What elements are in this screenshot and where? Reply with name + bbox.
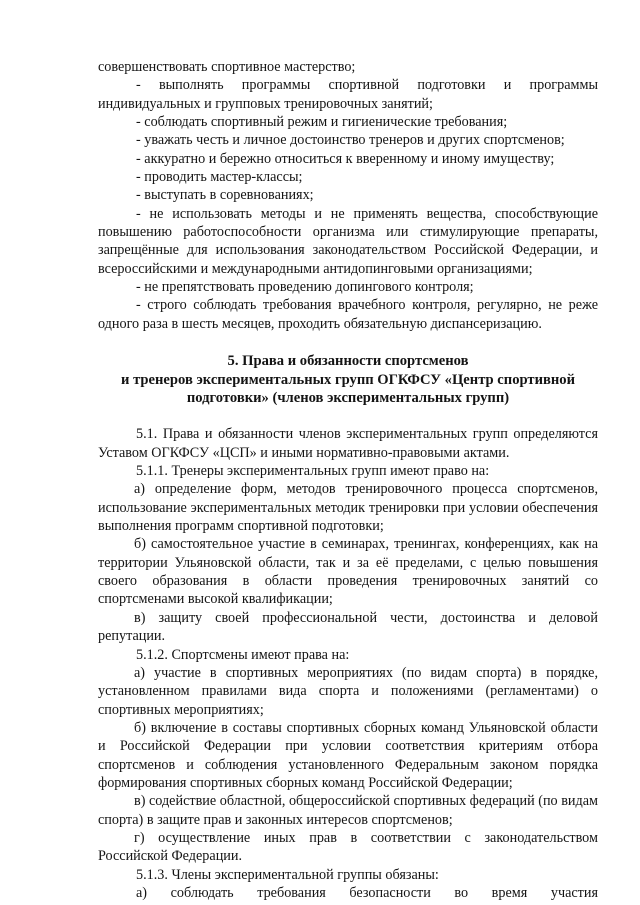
list-item-competitions: - выступать в соревнованиях; xyxy=(136,187,314,204)
paragraph-5-1-1-a: а) определение форм, методов тренировочного процесса спортсменов, использование экспериментальных методик тренировки при условии обеспечения выполнения программ спортивной подготовки; xyxy=(98,481,598,535)
document-page xyxy=(98,58,598,902)
list-item-respect: - уважать честь и личное достоинство тренеров и других спортсменов; xyxy=(136,132,565,149)
paragraph-5-1-2-b: б) включение в составы спортивных сборных команд Ульяновской области и Российской Федерации при условии соответствия критериям отбора спортсменов и соблюдения установленного Федеральным законом порядка формирования спортивных сборных команд Российской Федерации; xyxy=(98,719,598,791)
paragraph-5-1-2-v: в) содействие областной, общероссийской спортивных федераций (по видам спорта) в защите прав и законных интересов спортсменов; xyxy=(98,793,598,828)
list-item-master-classes: - проводить мастер-классы; xyxy=(136,169,303,186)
paragraph-5-1-1: 5.1.1. Тренеры экспериментальных групп имеют право на: xyxy=(136,463,490,480)
section-heading-line-2: и тренеров экспериментальных групп ОГКФСУ «Центр спортивной xyxy=(121,371,575,388)
list-item-continuation: совершенствовать спортивное мастерство; xyxy=(98,59,356,75)
paragraph-5-1-2-g: г) осуществление иных прав в соответствии с законодательством Российской Федерации. xyxy=(98,829,598,865)
paragraph-5-1-3-a: а) соблюдать требования безопасности во время участия xyxy=(136,884,598,901)
paragraph-5-1: 5.1. Права и обязанности членов экспериментальных групп определяются Уставом ОГКФСУ «ЦСП» и иными нормативно-правовыми актами. xyxy=(98,426,598,461)
paragraph-5-1-3: 5.1.3. Члены экспериментальной группы обязаны: xyxy=(136,866,439,883)
list-item-training-programs: - выполнять программы спортивной подготовки и программы индивидуальных и групповых тренировочных занятий; xyxy=(98,77,598,112)
section-heading-line-1: 5. Права и обязанности спортсменов xyxy=(227,353,469,370)
list-item-property: - аккуратно и бережно относиться к вверенному и иному имуществу; xyxy=(136,150,555,167)
paragraph-5-1-1-v: в) защиту своей профессиональной чести, достоинства и деловой репутации. xyxy=(98,609,598,645)
paragraph-5-1-2-a: а) участие в спортивных мероприятиях (по видам спорта) в порядке, установленном правилами вида спорта и положениями (регламентами) о спортивных мероприятиях; xyxy=(98,664,598,718)
list-item-doping-control: - не препятствовать проведению допингового контроля; xyxy=(136,279,474,296)
list-item-regime: - соблюдать спортивный режим и гигиенические требования; xyxy=(136,114,508,131)
paragraph-5-1-1-b: б) самостоятельное участие в семинарах, тренингах, конференциях, как на территории Ульяновской области, так и за её пределами, с целью повышения своего образования в области проведения тренировочных занятий со спортсменами высокой квалификации; xyxy=(98,536,598,608)
list-item-doping-substances: - не использовать методы и не применять вещества, способствующие повышению работоспособности организма или стимулирующие препараты, запрещённые для использования законодательством Российской Федерации, и всероссийскими и международными антидопинговыми организациями; xyxy=(98,205,598,277)
list-item-medical-control: - строго соблюдать требования врачебного контроля, регулярно, не реже одного раза в шесть месяцев, проходить обязательную диспансеризацию. xyxy=(98,297,598,332)
section-heading-line-3: подготовки» (членов экспериментальных групп) xyxy=(186,389,510,406)
paragraph-5-1-2: 5.1.2. Спортсмены имеют права на: xyxy=(136,646,350,663)
section-heading xyxy=(98,352,598,407)
